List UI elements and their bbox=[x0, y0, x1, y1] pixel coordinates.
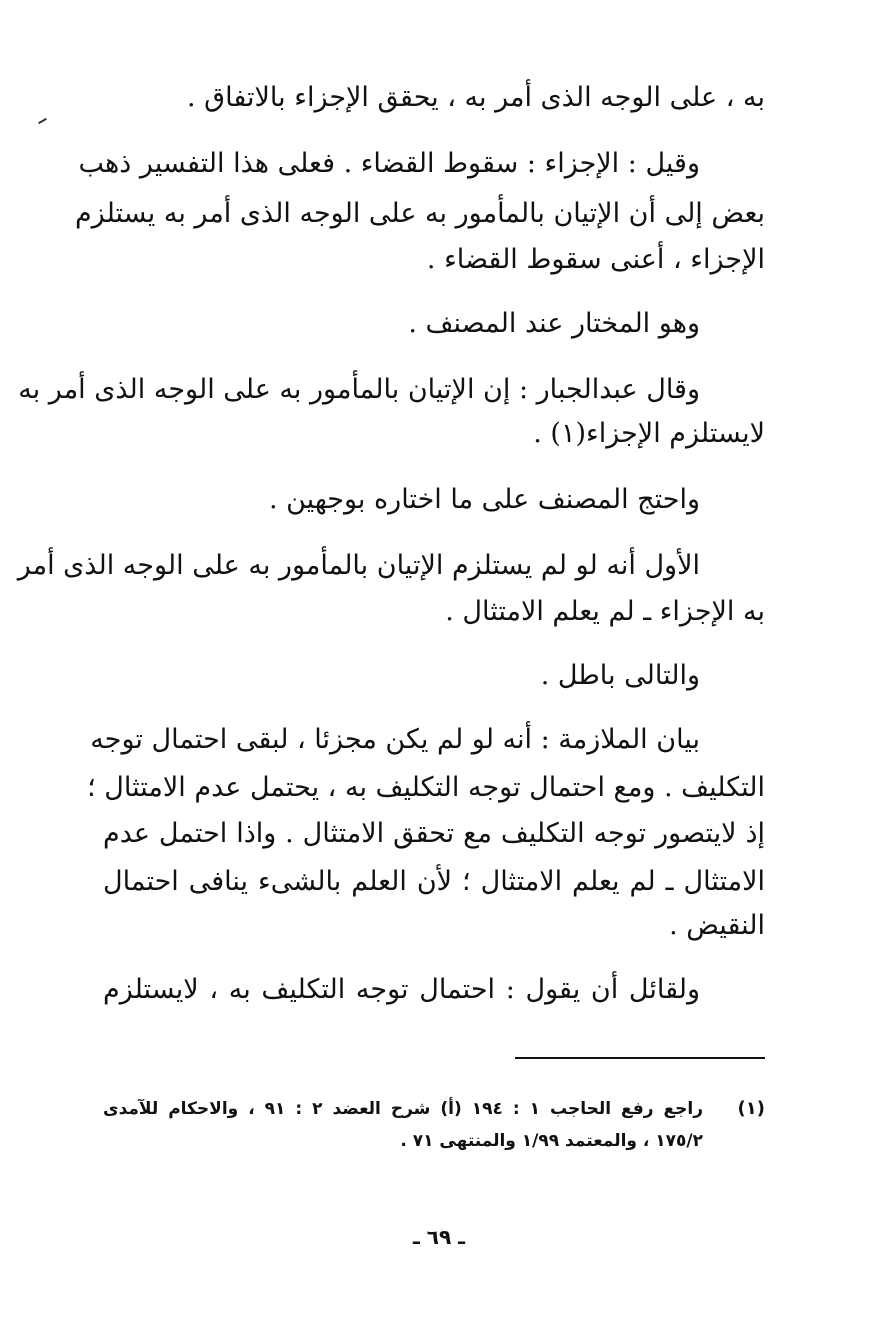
text-line: به الإجزاء ـ لم يعلم الامتثال . bbox=[445, 596, 765, 627]
text-line: والتالى باطل . bbox=[540, 660, 700, 691]
text-line: الأول أنه لو لم يستلزم الإتيان بالمأمور به على الوجه الذى أمر bbox=[17, 550, 700, 581]
text-line: النقيض . bbox=[669, 910, 765, 941]
text-line: وقال عبدالجبار : إن الإتيان بالمأمور به على الوجه الذى أمر به bbox=[18, 374, 700, 405]
footnote-line: ١٧٥/٢ ، والمعتمد ١/٩٩ والمنتهى ٧١ . bbox=[400, 1131, 703, 1151]
text-line: وقيل : الإجزاء : سقوط القضاء . فعلى هذا التفسير ذهب bbox=[78, 148, 700, 179]
footnote-divider bbox=[515, 1057, 765, 1059]
footnote-marker: (١) bbox=[737, 1098, 765, 1119]
text-line: لايستلزم الإجزاء(١) . bbox=[533, 418, 765, 449]
text-line: وهو المختار عند المصنف . bbox=[408, 308, 700, 339]
text-line: الإجزاء ، أعنى سقوط القضاء . bbox=[426, 244, 765, 275]
page-number: ـ ٦٩ ـ bbox=[412, 1225, 466, 1249]
footnote-line: راجع رفع الحاجب ١ : ١٩٤ (أ) شرح العضد ٢ : ٩١ ، والاحكام للآمدى bbox=[103, 1099, 704, 1119]
stray-ink-mark bbox=[38, 118, 47, 124]
text-line: به ، على الوجه الذى أمر به ، يحقق الإجزاء بالاتفاق . bbox=[187, 82, 765, 113]
text-line: ولقائل أن يقول : احتمال توجه التكليف به ، لايستلزم bbox=[103, 974, 700, 1005]
text-line: إذ لايتصور توجه التكليف مع تحقق الامتثال . واذا احتمل عدم bbox=[103, 818, 765, 849]
text-line: التكليف . ومع احتمال توجه التكليف به ، يحتمل عدم الامتثال ؛ bbox=[87, 772, 765, 803]
text-line: الامتثال ـ لم يعلم الامتثال ؛ لأن العلم بالشىء ينافى احتمال bbox=[103, 866, 765, 897]
text-line: بعض إلى أن الإتيان بالمأمور به على الوجه الذى أمر به يستلزم bbox=[74, 198, 765, 229]
text-line: واحتج المصنف على ما اختاره بوجهين . bbox=[268, 484, 700, 515]
text-line: بيان الملازمة : أنه لو لم يكن مجزئا ، لبقى احتمال توجه bbox=[90, 724, 700, 755]
